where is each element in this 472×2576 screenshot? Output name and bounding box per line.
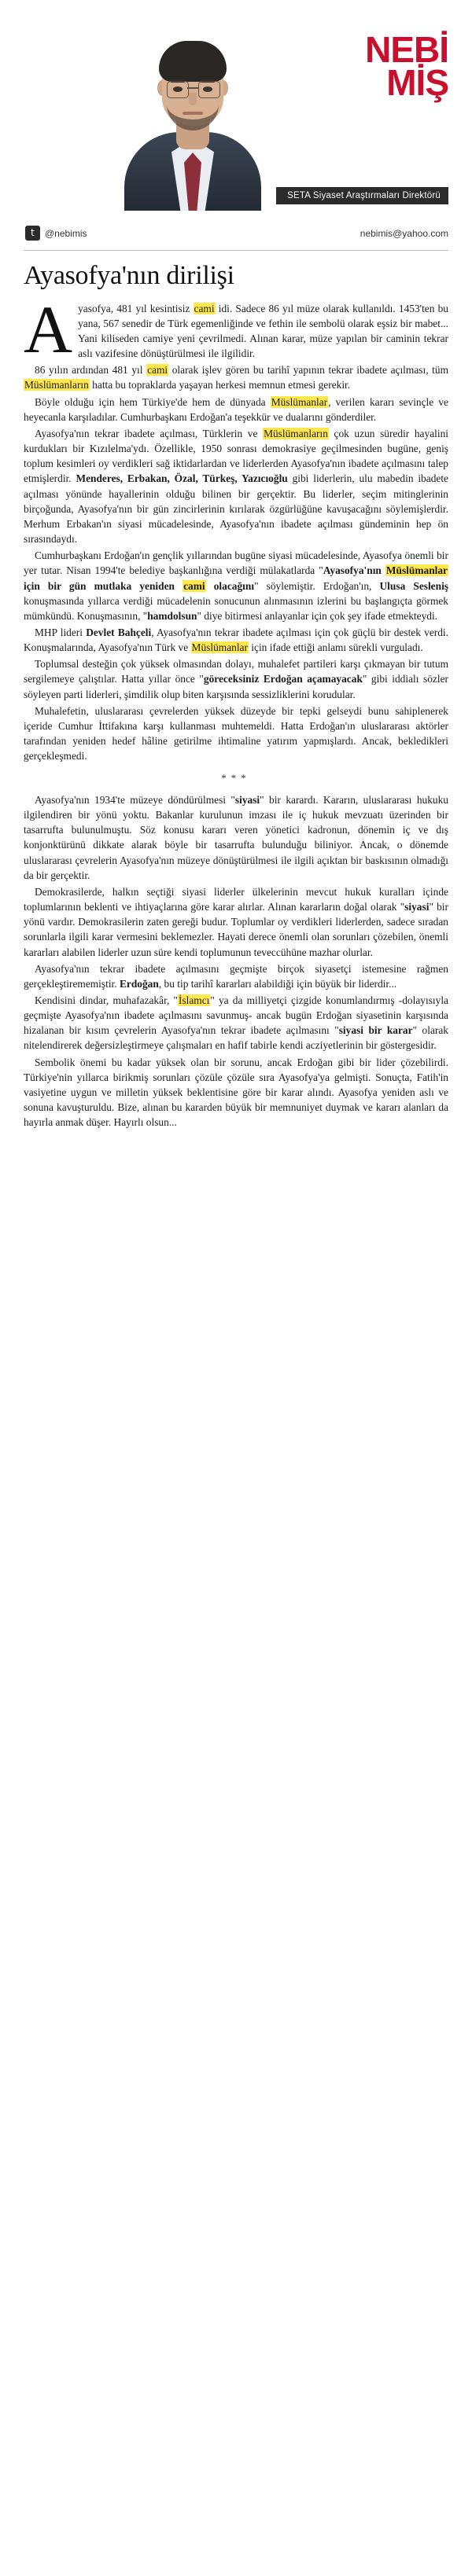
emphasised-text: Menderes, Erbakan, Özal, Türkeş, Yazıcıoğlu [76,472,288,485]
article-paragraph: Toplumsal desteğin çok yüksek olmasından dolayı, muhalefet partileri karşı çıkmayan bir tutum sergilemeye çalıştılar. Hatta yıllar önce "göreceksiniz Erdoğan açamayacak" gibi iddialı sözler söyleyen parti liderleri, şimdilik olup biten karşısında sessizliklerini korudular. [24,658,449,700]
article-paragraph: Kendisini dindar, muhafazakâr, "İslamcı" ya da milliyetçi çizgide konumlandırmış -dolayısıyla geçmişte Ayasofya'nın ibadete açılmasını savunmuş- ancak bugün Erdoğan siyasetinin karşısında hizalanan bir kısım çevrelerin Ayasofya'nın tekrar ibadete açılmasını "siyasi bir karar" olarak nitelendirerek değersizleştirmeye çalışmaları en hafif tabirle kendi acziyetlerinin bir göstergesidir. [24,994,449,1052]
article-paragraph: A yasofya, 481 yıl kesintisiz cami idi. Sadece 86 yıl müze olarak kullanıldı. 1453'ten bu yana, 567 senedir de Türk egemenliğinde ve fethin ile sembolü olarak eşsiz bir mabet... Yani kiliseden camiye yeni çevrilmedi. Alınan karar, müze yapılan bir caminin tekrar aslı vazifesine dönüştürülmesi ile ilgilidir. [24,291,448,367]
portrait-beard [167,99,219,130]
article-paragraph: Ayasofya'nın 1934'te müzeye döndürülmesi "siyasi" bir karardı. Kararın, uluslararası hukuku ilgilendiren bir yönü yoktu. Bakanlar kurulunun imzası ile iç hukuk mevzuatı üzerinden bir tasarrufta bulunulmuştu. Söz konusu kararı veren yönetici kadronun, dönemin iç ve dış konjonktürünü dikkate alarak böyle bir tasarrufta bulunduğu biliniyor. Ancak, o dönemde uluslararası çevrelerin Ayasofya'nın müzeye dönüştürülmesi ile ilgili açıktan bir baskısının olmadığı da bir gerçektir. [24,793,448,881]
article-paragraph: Ayasofya'nın tekrar ibadete açılmasını geçmişte birçok siyasetçi istemesine rağmen gerçekleştirememiştir. Erdoğan, bu tip tarihî kararları alabildiği için büyük bir liderdir... [24,962,448,990]
article-body [24,291,449,1130]
emphasised-text: Devlet Bahçeli [86,626,152,638]
highlighted-text: cami [183,579,205,592]
article-paragraph: 86 yılın ardından 481 yıl cami olarak işlev gören bu tarihî yapının tekrar ibadete açılması, tüm Müslümanların hatta bu topraklarda yaşayan herkesi memnun etmesi gerekir. [24,364,448,391]
emphasised-text: hamdolsun [147,609,197,622]
portrait-illustration [118,14,267,211]
portrait-glasses-left [167,81,189,98]
article-paragraph: Muhalefetin, uluslararası çevrelerden yüksek düzeyde bir tepki gelseydi bunu sahiplenerek içeride Cumhur İttifakına karşı kullanması muhtemeldi. Hatta Erdoğan'ın uluslararası aktörler tarafından yeniden hedef hâline getirilme ihtimaline yatırım yapmışlardı. Ancak, bekledikleri gerçekleşmedi. [24,704,448,763]
emphasised-text: Ulusa Sesleniş [379,579,449,592]
article-paragraph: Demokrasilerde, halkın seçtiği siyasi liderler ülkelerinin mevcut hukuk kuralları içinde toplumlarının beklenti ve ihtiyaçlarına göre karar alırlar. Alınan kararların doğal olarak "siyasi" bir yönü vardır. Demokrasilerin zaten gereği budur. Toplumlar oy verdikleri liderlerden, sadece sıradan sorunlarla ilgili karar vermesini beklemezler. Hayati derece önemli olan sorunları çözebilen, önemli kararları alabilen liderler uzun süre kendi toplumunun teveccühüne mazhar olurlar. [24,885,448,958]
author-name [365,29,448,104]
emphasised-text: siyasi [404,901,430,913]
highlighted-text: İslamcı [178,994,210,1006]
highlighted-text: Müslümanların [264,427,328,439]
twitter-handle-label: @nebimis [45,227,87,239]
emphasised-text: Erdoğan [119,977,159,990]
contact-row [25,226,448,241]
highlighted-text: Müslümanlar [385,564,448,577]
highlighted-text: Müslümanların [24,379,89,391]
author-email[interactable]: nebimis@yahoo.com [360,227,448,239]
article-paragraph: Cumhurbaşkanı Erdoğan'ın gençlik yıllarından bugüne siyasi mücadelesinde, Ayasofya önemli bir yer tutar. Nisan 1994'te belediye başkanlığına verdiği mülakatlarda "Ayasofya'nın Müslümanlar için bir gün mutlaka yeniden cami olacağını" söylemiştir. Erdoğan'ın, Ulusa Sesleniş konuşmasında yıllarca verdiği mücadelenin sonucunun alınmasının izlerini bu başlangıçta görmek mümkündü. Konuşmasının, "hamdolsun" diye bitirmesi anlayanlar için çok şey ifade etmekteydi. [24,549,449,622]
twitter-icon: t [25,226,40,241]
emphasised-text: Ayasofya'nın [323,564,385,577]
twitter-handle[interactable] [25,226,87,241]
emphasised-text: için bir gün mutlaka yeniden [24,579,183,592]
emphasised-text: göreceksiniz Erdoğan açamayacak [203,673,363,685]
masthead [24,14,448,251]
emphasised-text: siyasi [234,793,260,806]
article-paragraph: Sembolik önemi bu kadar yüksek olan bir sorunu, ancak Erdoğan gibi bir lider çözebilirdi. Türkiye'nin yıllarca birikmiş sorunları çözüle çözüle sıra Ayasofya'ya gelmişti. Sonuçta, Fatih'in vasiyetine uygun ve milletin yüksek beklentisine göre bir karar alındı. Ayasofya yeniden aslı ve sonuna kavuşturuldu. Bize, alınan bu kararden büyük bir memnuniyet duymak ve kararı alanları da hayırla anmak düşer. Hayırlı olsun... [24,1056,448,1129]
highlighted-text: Müslümanlar [271,395,328,408]
author-last-name: MİŞ [386,62,448,104]
emphasised-text: olacağını [205,579,255,592]
author-portrait [118,14,267,211]
emphasised-text [385,564,448,576]
article-paragraph: Böyle olduğu için hem Türkiye'de hem de dünyada Müslümanlar, verilen kararı sevinçle ve heyecanla karşıladılar. Cumhurbaşkanı Erdoğan'a teşekkür ve dualarını gönderdiler. [24,395,448,423]
author-first-name: NEBİ [365,29,448,70]
portrait-glasses-bridge [187,87,198,89]
article-paragraph: MHP lideri Devlet Bahçeli, Ayasofya'nın tekrar ibadete açılması için çok güçlü bir destek verdi. Konuşmalarında, Ayasofya'nın Türk ve Müslümanlar için ifade ettiği anlamı sürekli vurguladı. [24,626,448,654]
highlighted-text: cami [194,302,215,314]
article-paragraph: Ayasofya'nın tekrar ibadete açılması, Türklerin ve Müslümanların çok uzun süredir hayalini kurdukları bir Kızılelma'ydı. Özellikle, 1950 sonrası demokrasiye geçilmesinden bugüne, geniş toplum kesimleri oy verdikleri sağ iktidarlardan ve liderlerden Ayasofya'nın ibadete açılmasını talep etmişlerdir. Menderes, Erbakan, Özal, Türkeş, Yazıcıoğlu gibi liderlerin, ulu mabedin ibadete açılması yönünde hayallerinin olduğu bilinen bir gerçektir. Bu liderler, seçim mitinglerinin birçoğunda, Ayasofya'nın bir gün zincirlerinin kırılarak özgürlüğüne kavuşacağını söylemişlerdir. Merhum Erbakan'ın siyasi mücadelesinde, Ayasofya'nın ibadete açılması gündeminin hep ön sırasındaydı. [24,427,449,546]
emphasised-text: siyasi bir karar [338,1024,413,1037]
author-title: SETA Siyaset Araştırmaları Direktörü [276,187,448,204]
highlighted-text: Müslümanlar [191,641,248,654]
emphasised-text [183,580,206,592]
highlighted-text: cami [147,364,168,377]
article-headline: Ayasofya'nın dirilişi [24,261,234,290]
portrait-hair [159,41,227,82]
portrait-glasses-right [198,81,220,98]
section-separator: *** [221,772,251,785]
